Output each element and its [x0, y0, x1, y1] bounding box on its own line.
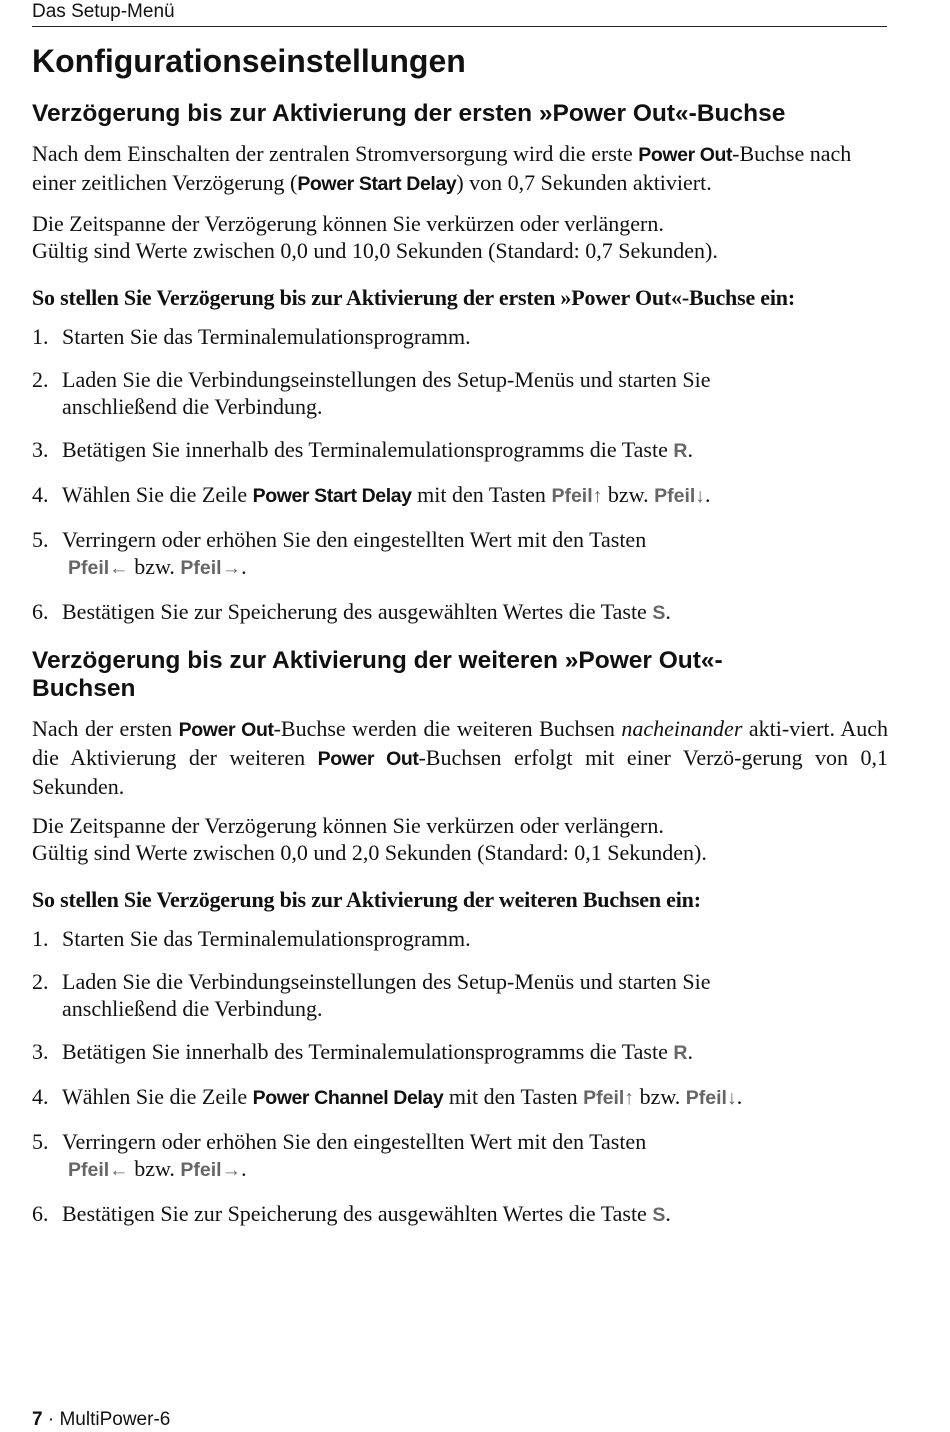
section2-heading: Verzögerung bis zur Aktivierung der weiteren »Power Out«- Buchsen [32, 647, 723, 702]
key-arrow-down: Pfeil↓ [685, 1087, 737, 1109]
section2-steps [32, 925, 888, 1229]
step-2: 2. Laden Sie die Verbindungseinstellungen des Setup-Menüs und starten Sie anschließend die Verbindung. [32, 969, 711, 1021]
key-arrow-up: Pfeil↑ [551, 485, 603, 507]
step-6: 6. Bestätigen Sie zur Speicherung des ausgewählten Wertes die Taste S. [32, 599, 671, 624]
page-title: Konfigurationseinstellungen [32, 43, 466, 79]
page-footer [32, 1408, 170, 1432]
keyword-power-start-delay: Power Start Delay [252, 485, 412, 507]
keyword-power-channel-delay: Power Channel Delay [252, 1087, 444, 1109]
section1-paragraph-1: Nach dem Einschalten der zentralen Stromversorgung wird die erste Power Out-Buchse nach einer zeitlichen Verzögerung (Power Start Delay) von 0,7 Sekunden aktiviert. [32, 141, 852, 195]
step-1: 1. Starten Sie das Terminalemulationsprogramm. [32, 324, 471, 349]
product-name: MultiPower-6 [59, 1409, 171, 1430]
section1-procedure-title: So stellen Sie Verzögerung bis zur Aktivierung der ersten »Power Out«-Buchse ein: [32, 285, 795, 310]
section2-procedure-title: So stellen Sie Verzögerung bis zur Aktivierung der weiteren Buchsen ein: [32, 887, 701, 912]
step-4: 4. Wählen Sie die Zeile Power Channel Delay mit den Tasten Pfeil↑ bzw. Pfeil↓. [32, 1084, 743, 1109]
step-1: 1. Starten Sie das Terminalemulationsprogramm. [32, 926, 471, 951]
footer-separator: · [42, 1409, 60, 1430]
keyword-power-out: Power Out [317, 748, 419, 770]
step-4: 4. Wählen Sie die Zeile Power Start Delay mit den Tasten Pfeil↑ bzw. Pfeil↓. [32, 482, 711, 507]
running-header [32, 0, 887, 27]
key-arrow-up: Pfeil↑ [583, 1087, 635, 1109]
section1-paragraph-2: Die Zeitspanne der Verzögerung können Sie verkürzen oder verlängern. Gültig sind Werte zwischen 0,0 und 10,0 Sekunden (Standard: 0,7 Sekunden). [32, 211, 718, 263]
section2-paragraph-1: Nach der ersten Power Out-Buchse werden die weiteren Buchsen nacheinander akti-viert. Auch die Aktivierung der weiteren Power Out-Buchsen erfolgt mit einer Verzö-gerung von 0,1 Sekunden. [32, 716, 888, 799]
step-5: 5. Verringern oder erhöhen Sie den eingestellten Wert mit den Tasten Pfeil← bzw. Pfeil→. [32, 1129, 647, 1181]
key-arrow-left: Pfeil← [68, 1159, 129, 1181]
page-content [32, 42, 888, 1245]
page-number: 7 [32, 1409, 43, 1430]
keyword-power-start-delay: Power Start Delay [297, 173, 457, 195]
key-s: S [652, 1204, 666, 1226]
key-arrow-left: Pfeil← [68, 557, 129, 579]
key-arrow-right: Pfeil→ [180, 557, 242, 579]
keyword-power-out: Power Out [638, 144, 733, 166]
key-arrow-down: Pfeil↓ [654, 485, 706, 507]
keyword-power-out: Power Out [178, 719, 274, 741]
key-r: R [673, 1042, 688, 1064]
step-3: 3. Betätigen Sie innerhalb des Terminalemulationsprogramms die Taste R. [32, 437, 693, 462]
section1-steps [32, 323, 888, 627]
section2-paragraph-2: Die Zeitspanne der Verzögerung können Sie verkürzen oder verlängern. Gültig sind Werte zwischen 0,0 und 2,0 Sekunden (Standard: 0,1 Sekunden). [32, 813, 707, 865]
step-3: 3. Betätigen Sie innerhalb des Terminalemulationsprogramms die Taste R. [32, 1039, 693, 1064]
step-6: 6. Bestätigen Sie zur Speicherung des ausgewählten Wertes die Taste S. [32, 1201, 671, 1226]
emphasis-nacheinander: nacheinander [621, 716, 743, 741]
section1-heading: Verzögerung bis zur Aktivierung der ersten »Power Out«-Buchse [32, 100, 786, 127]
key-arrow-right: Pfeil→ [180, 1159, 242, 1181]
key-r: R [673, 440, 688, 462]
header-section-title: Das Setup-Menü [32, 1, 175, 22]
step-5: 5. Verringern oder erhöhen Sie den eingestellten Wert mit den Tasten Pfeil← bzw. Pfeil→. [32, 527, 647, 579]
step-2: 2. Laden Sie die Verbindungseinstellungen des Setup-Menüs und starten Sie anschließend die Verbindung. [32, 367, 711, 419]
key-s: S [652, 602, 666, 624]
